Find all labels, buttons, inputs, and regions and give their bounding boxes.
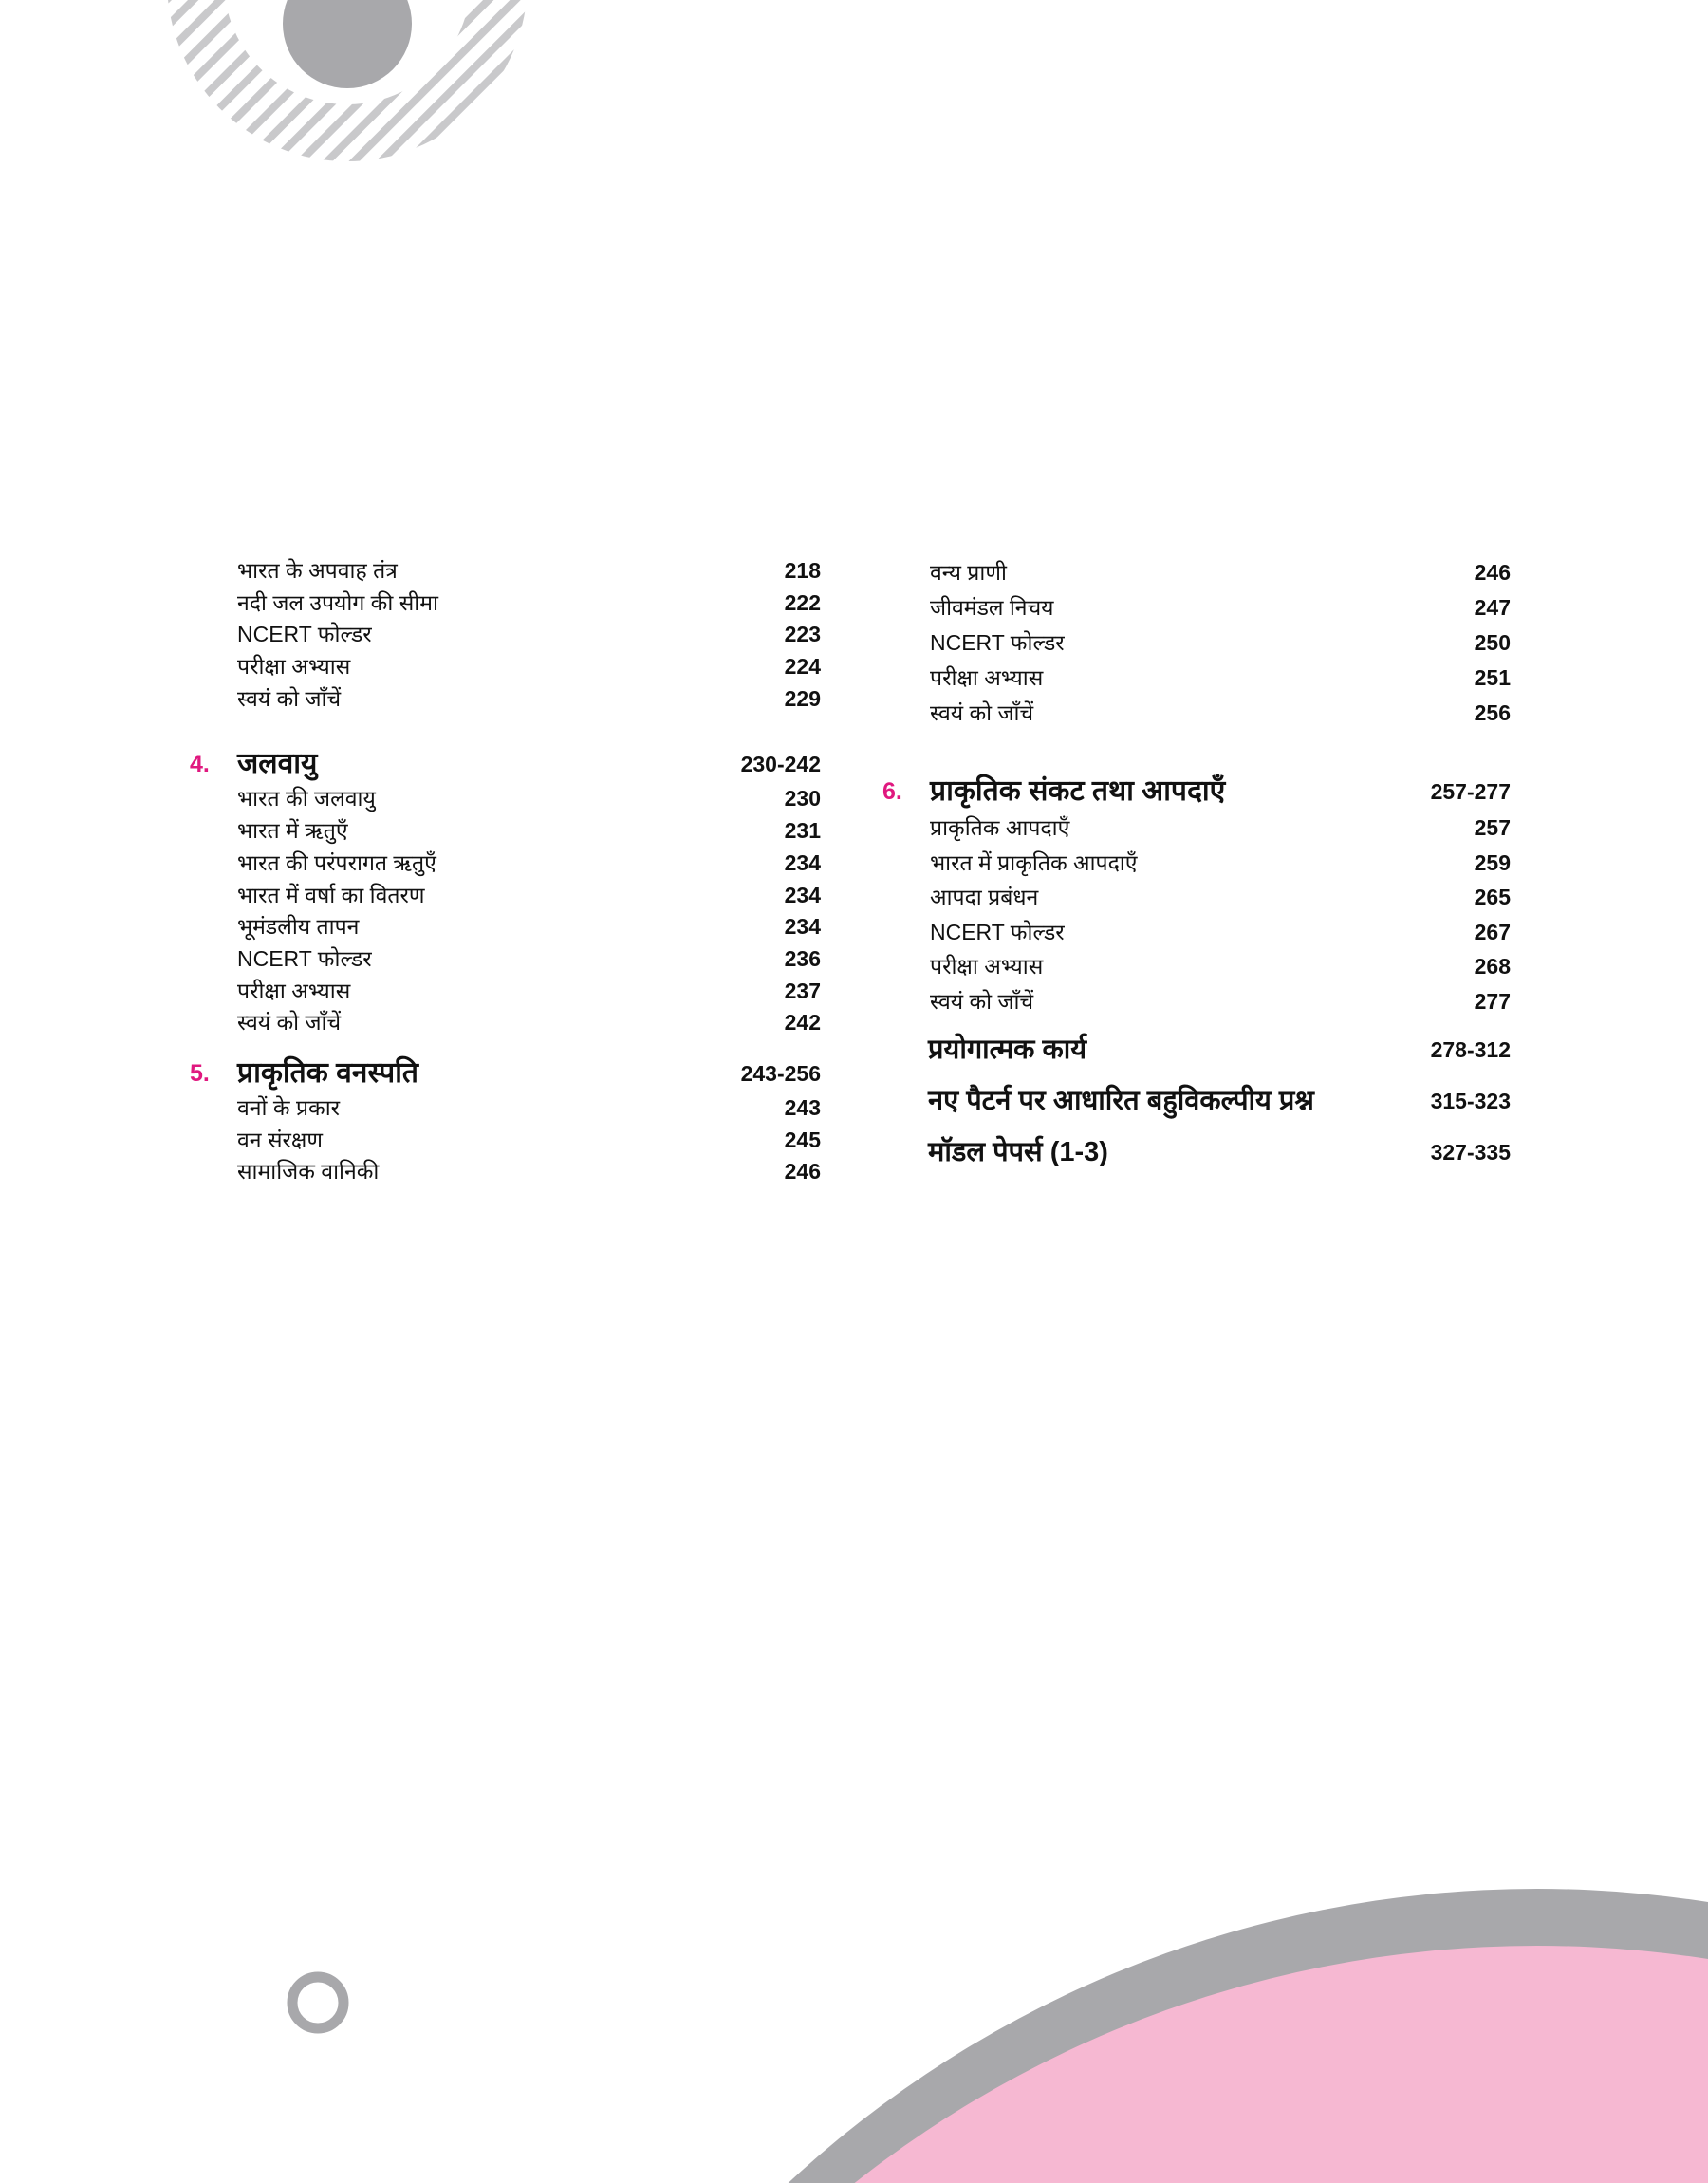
- toc-item-page: 245: [784, 1127, 821, 1152]
- toc-item-page: 224: [784, 654, 821, 680]
- toc-item-label: परीक्षा अभ्यास: [930, 954, 1044, 979]
- chapter-heading-6[interactable]: [882, 773, 1511, 811]
- toc-section-practical[interactable]: [882, 1024, 1511, 1075]
- chapter-heading-4[interactable]: [190, 745, 821, 783]
- toc-item-label: NCERT फोल्डर: [930, 919, 1065, 944]
- toc-item-label: भारत में प्राकृतिक आपदाएँ: [930, 849, 1138, 875]
- toc-item[interactable]: [882, 555, 1511, 590]
- toc-item[interactable]: [882, 696, 1511, 731]
- toc-item-label: नदी जल उपयोग की सीमा: [237, 589, 438, 615]
- toc-item[interactable]: [190, 815, 821, 848]
- toc-item-page: 236: [784, 945, 821, 971]
- toc-left-column: [190, 555, 821, 1188]
- toc-item[interactable]: [190, 1007, 821, 1039]
- toc-item[interactable]: [190, 1156, 821, 1188]
- toc-item[interactable]: [882, 846, 1511, 881]
- toc-item-label: वनों के प्रकार: [237, 1094, 341, 1120]
- section-pages: 278-312: [1430, 1037, 1511, 1062]
- chapter-heading-5[interactable]: [190, 1054, 821, 1092]
- toc-item[interactable]: [190, 619, 821, 651]
- toc-item-page: 277: [1474, 988, 1511, 1014]
- toc-item-page: 265: [1474, 885, 1511, 909]
- toc-item-label: परीक्षा अभ्यास: [237, 654, 351, 680]
- toc-item-page: 218: [784, 558, 821, 583]
- toc-item-label: NCERT फोल्डर: [237, 945, 372, 971]
- toc-section-mcq[interactable]: [882, 1075, 1511, 1127]
- toc-item[interactable]: [190, 1125, 821, 1157]
- toc-item-label: भारत की परंपरागत ऋतुएँ: [237, 849, 436, 875]
- chapter-title: जलवायु: [237, 748, 318, 780]
- toc-right-column: [882, 555, 1511, 1178]
- toc-item-page: 229: [784, 685, 821, 711]
- toc-item[interactable]: [190, 848, 821, 880]
- section-title: मॉडल पेपर्स (1-3): [928, 1137, 1108, 1167]
- toc-item-page: 231: [784, 818, 821, 844]
- toc-item-page: 268: [1474, 954, 1511, 979]
- toc-item[interactable]: [190, 943, 821, 976]
- toc-item-page: 246: [1474, 560, 1511, 585]
- chapter-pages: 230-242: [740, 752, 821, 777]
- toc-item-page: 259: [1474, 849, 1511, 875]
- toc-item-page: 234: [784, 882, 821, 907]
- toc-item[interactable]: [882, 811, 1511, 846]
- toc-item-page: 256: [1474, 700, 1511, 725]
- toc-item[interactable]: [882, 915, 1511, 950]
- toc-item[interactable]: [190, 588, 821, 620]
- striped-circle-decoration: [167, 0, 528, 161]
- toc-item-label: परीक्षा अभ्यास: [930, 665, 1044, 690]
- toc-item-page: 223: [784, 622, 821, 647]
- toc-item[interactable]: [190, 783, 821, 815]
- toc-section-model-papers[interactable]: [882, 1127, 1511, 1178]
- toc-item-page: 237: [784, 978, 821, 1003]
- section-title: नए पैटर्न पर आधारित बहुविकल्पीय प्रश्न: [928, 1086, 1314, 1116]
- toc-item-page: 234: [784, 849, 821, 875]
- chapter-title: प्राकृतिक संकट तथा आपदाएँ: [930, 775, 1226, 807]
- toc-item-label: भारत में वर्षा का वितरण: [237, 882, 425, 907]
- toc-item-page: 247: [1474, 595, 1511, 620]
- toc-item[interactable]: [190, 911, 821, 943]
- section-pages: 327-335: [1430, 1140, 1511, 1165]
- section-title: प्रयोगात्मक कार्य: [928, 1035, 1087, 1065]
- toc-item-label: आपदा प्रबंधन: [930, 885, 1039, 909]
- section-pages: 315-323: [1430, 1089, 1511, 1113]
- toc-item-page: 251: [1474, 665, 1511, 690]
- chapter-pages: 257-277: [1430, 779, 1511, 804]
- toc-item-page: 230: [784, 786, 821, 812]
- toc-item-label: स्वयं को जाँचें: [237, 1010, 342, 1036]
- toc-item[interactable]: [190, 880, 821, 912]
- toc-item[interactable]: [882, 590, 1511, 625]
- toc-item[interactable]: [190, 683, 821, 716]
- toc-item[interactable]: [882, 625, 1511, 661]
- toc-item-label: भारत के अपवाह तंत्र: [237, 558, 398, 583]
- toc-item-page: 222: [784, 589, 821, 615]
- toc-item-label: भारत में ऋतुएँ: [237, 818, 348, 844]
- toc-item-page: 234: [784, 914, 821, 940]
- toc-item[interactable]: [882, 984, 1511, 1019]
- chapter-number: 4.: [190, 751, 210, 778]
- toc-item-label: स्वयं को जाँचें: [930, 988, 1034, 1014]
- toc-item-label: भारत की जलवायु: [237, 786, 376, 812]
- toc-item[interactable]: [190, 1092, 821, 1125]
- toc-item-label: प्राकृतिक आपदाएँ: [930, 815, 1070, 840]
- pink-circle-decoration: [436, 1946, 1708, 2183]
- toc-item-label: सामाजिक वानिकी: [237, 1159, 380, 1185]
- toc-item-page: 243: [784, 1094, 821, 1120]
- chapter-number: 6.: [882, 778, 902, 805]
- toc-item-label: वन्य प्राणी: [930, 560, 1007, 585]
- ring-decoration: [292, 1977, 343, 2028]
- toc-item[interactable]: [190, 976, 821, 1008]
- toc-item[interactable]: [882, 880, 1511, 915]
- toc-item-label: जीवमंडल निचय: [930, 595, 1054, 620]
- toc-item-label: NCERT फोल्डर: [930, 630, 1065, 655]
- toc-item-label: भूमंडलीय तापन: [237, 914, 360, 940]
- toc-item[interactable]: [190, 651, 821, 683]
- toc-item-label: NCERT फोल्डर: [237, 622, 372, 647]
- toc-item-label: परीक्षा अभ्यास: [237, 978, 351, 1003]
- toc-item-page: 267: [1474, 919, 1511, 944]
- toc-item-page: 257: [1474, 815, 1511, 840]
- toc-item[interactable]: [882, 949, 1511, 984]
- chapter-number: 5.: [190, 1059, 210, 1087]
- toc-item-label: स्वयं को जाँचें: [237, 685, 342, 711]
- toc-item[interactable]: [882, 661, 1511, 696]
- chapter-title: प्राकृतिक वनस्पति: [237, 1056, 419, 1089]
- toc-item-page: 246: [784, 1159, 821, 1185]
- chapter-pages: 243-256: [740, 1060, 821, 1086]
- toc-item-label: वन संरक्षण: [237, 1127, 324, 1152]
- toc-item-label: स्वयं को जाँचें: [930, 700, 1034, 725]
- toc-item[interactable]: [190, 555, 821, 588]
- toc-item-page: 242: [784, 1010, 821, 1036]
- toc-item-page: 250: [1474, 630, 1511, 655]
